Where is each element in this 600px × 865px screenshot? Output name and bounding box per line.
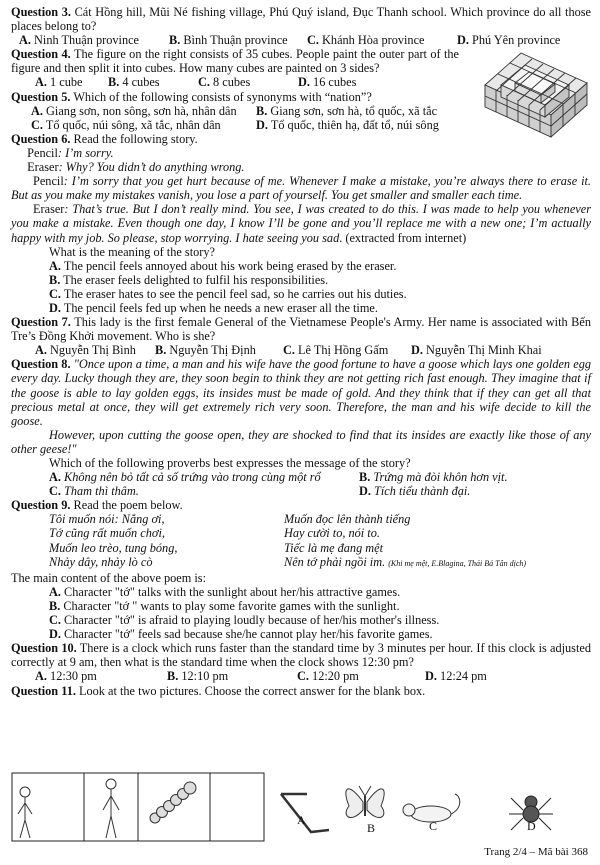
q5-stem: Question 5. Which of the following consists of synonyms with “nation”? xyxy=(11,89,372,104)
poem-line: Tớ cũng rất muốn chơi, xyxy=(49,526,165,541)
q6-line-3: Pencil: I’m sorry that you get hurt because of me. Whenever I make a mistake, you’re always there to erase it. But as you make my mistakes vanish, you lose a part of yourself. You get smaller and smaller each time. xyxy=(11,174,591,203)
butterfly-icon xyxy=(346,786,384,818)
q11-box-blank xyxy=(210,773,264,841)
q10-option-d[interactable]: D. 12:24 pm xyxy=(425,669,487,684)
q8-option-c[interactable]: C. Tham thì thâm. xyxy=(49,484,139,499)
q6-option-a[interactable]: A. The pencil feels annoyed about his work being erased by the eraser. xyxy=(49,258,397,273)
q7-options xyxy=(11,343,591,357)
caterpillar-icon xyxy=(150,782,196,823)
q5-option-d[interactable]: D. Tổ quốc, thiên hạ, đất tổ, núi sông xyxy=(256,117,439,132)
cube-stack-figure xyxy=(481,45,591,143)
q6-question: What is the meaning of the story? xyxy=(49,244,215,259)
q8-option-d[interactable]: D. Tích tiểu thành đại. xyxy=(359,484,471,499)
poem-line: Tôi muốn nói: Nắng ơi, xyxy=(49,512,165,527)
q3-option-d[interactable]: D. Phú Yên province xyxy=(457,33,561,48)
q4-option-b[interactable]: B. 4 cubes xyxy=(108,75,160,90)
q6-option-d[interactable]: D. The pencil feels fed up when he needs a new eraser all the time. xyxy=(49,300,378,315)
q8-option-a[interactable]: A. Không nên bỏ tất cả số trứng vào trong cùng một rổ xyxy=(49,470,321,485)
q6-stem: Question 6. Read the following story. xyxy=(11,131,198,146)
q6-line-1: Pencil: I’m sorry. xyxy=(27,145,114,160)
q5-option-c[interactable]: C. Tổ quốc, núi sông, xã tắc, nhân dân xyxy=(31,117,221,132)
q9-option-c[interactable]: C. Character "tớ" is afraid to playing loudly because of her/his mother's illness. xyxy=(49,613,440,628)
q8-para1: Question 8. "Once upon a time, a man and his wife have the good fortune to have a goose which lays one golden egg every day. Lucky though they are, they soon begin to think they are not getting rich fast enough. They imagine that if the goose is able to lay golden eggs, its insides must be made of gold. And they think that if they can get all that precious metal at once, they will get extremely rich very soon. Therefore, the man and his wife decide to kill the goose. xyxy=(11,357,591,428)
q9-option-b[interactable]: B. Character "tớ " wants to play some favorite games with the sunlight. xyxy=(49,598,400,613)
q7-stem: Question 7. This lady is the first female General of the Vietnamese People's Army. Her name is associated with Bến Tre’s Đồng Khởi movement. Who is she? xyxy=(11,315,591,344)
choice-c-label: C xyxy=(429,819,438,833)
q8-options xyxy=(11,470,591,498)
page-footer: Trang 2/4 – Mã bài 368 xyxy=(484,845,588,858)
q9-option-d[interactable]: D. Character "tớ" feels sad because she/he cannot play her/his favorite games. xyxy=(49,627,433,642)
cat-icon xyxy=(403,794,460,822)
poem-line: Hay cười to, nói to. xyxy=(284,526,380,541)
q8-para2: However, upon cutting the goose open, they are shocked to find that its insides are exactly like those of any other geese!" xyxy=(11,427,591,456)
q3-option-c[interactable]: C. Khánh Hòa province xyxy=(307,33,425,48)
q7-option-b[interactable]: B. Nguyễn Thị Định xyxy=(155,343,256,358)
poem-line: Nên tớ phải ngồi im. (Khi mẹ mệt, E.Blagina, Thái Bá Tân dịch) xyxy=(284,554,527,569)
q3-stem: Question 3. Cát Hồng hill, Mũi Né fishing village, Phú Quý island, Đục Thanh school. Which province do all those places belong to? xyxy=(11,5,591,34)
q10-options xyxy=(11,669,591,683)
q4-option-c[interactable]: C. 8 cubes xyxy=(198,75,251,90)
q5-option-b[interactable]: B. Giang sơn, sơn hà, tổ quốc, xã tắc xyxy=(256,103,438,118)
q9-stem: Question 9. Read the poem below. xyxy=(11,498,183,513)
q6-line-4: Eraser: That’s true. But I don’t really mind. You see, I was created to do this. I was made to help you whenever you make a mistake. Even though one day, I know I’ll be gone and you’ll replace me with a new one; I’m actually happy with my job. So please, stop worrying. I hate seeing you sad. (extracted from internet) xyxy=(11,202,591,245)
q7-option-c[interactable]: C. Lê Thị Hồng Gấm xyxy=(283,343,389,358)
q11-stem: Question 11. Look at the two pictures. Choose the correct answer for the blank box. xyxy=(11,683,426,698)
poem-line: Tiếc là mẹ đang mệt xyxy=(284,540,384,555)
q10-option-b[interactable]: B. 12:10 pm xyxy=(167,669,229,684)
q8-option-b[interactable]: B. Trứng mà đòi khôn hơn vịt. xyxy=(359,470,508,485)
person-child-icon xyxy=(18,787,32,838)
q11-figures xyxy=(11,772,591,842)
q7-option-d[interactable]: D. Nguyễn Thị Minh Khai xyxy=(411,343,542,358)
poem-line: Muốn leo trèo, tung bóng, xyxy=(49,540,178,555)
person-adult-icon xyxy=(103,779,119,838)
q6-line-2: Eraser: Why? You didn’t do anything wrong. xyxy=(27,160,245,175)
q10-stem: Question 10. There is a clock which runs faster than the standard time by 3 minutes per hour. If this clock is adjusted correctly at 9 am, then what is the standard time when the clock shows 12:30 pm? xyxy=(11,641,591,670)
q9-option-a[interactable]: A. Character "tớ" talks with the sunlight about her/his attractive games. xyxy=(49,584,401,599)
q10-option-a[interactable]: A. 12:30 pm xyxy=(35,669,97,684)
q3-option-b[interactable]: B. Bình Thuận province xyxy=(169,33,288,48)
choice-b-label: B xyxy=(367,821,376,835)
q5-option-a[interactable]: A. Giang sơn, non sông, sơn hà, nhân dân xyxy=(31,103,237,118)
q4-option-d[interactable]: D. 16 cubes xyxy=(298,75,357,90)
q4-option-a[interactable]: A. 1 cube xyxy=(35,75,83,90)
poem-credit: (Khi mẹ mệt, E.Blagina, Thái Bá Tân dịch) xyxy=(388,558,527,568)
q3-option-a[interactable]: A. Ninh Thuận province xyxy=(19,33,140,48)
q4-stem: Question 4. The figure on the right consists of 35 cubes. People paint the outer part of the figure and then split it into cubes. How many cubes are painted on 3 sides? xyxy=(11,47,459,76)
choice-d-label: D xyxy=(527,819,536,833)
q8-question: Which of the following proverbs best expresses the message of the story? xyxy=(49,456,411,470)
poem-line: Nhảy dây, nhảy lò cò xyxy=(49,554,153,569)
q10-option-c[interactable]: C. 12:20 pm xyxy=(297,669,359,684)
q9-poem xyxy=(11,512,591,570)
poem-line: Muốn đọc lên thành tiếng xyxy=(284,512,411,527)
q7-option-a[interactable]: A. Nguyễn Thị Bình xyxy=(35,343,136,358)
choice-a-label: A xyxy=(297,813,306,827)
exam-page xyxy=(11,5,591,835)
q6-option-b[interactable]: B. The eraser feels delighted to fulfil his responsibilities. xyxy=(49,272,329,287)
q6-option-c[interactable]: C. The eraser hates to see the pencil feel sad, so he carries out his duties. xyxy=(49,286,407,301)
q9-question: The main content of the above poem is: xyxy=(11,570,206,585)
q11-picture-row xyxy=(11,772,591,842)
